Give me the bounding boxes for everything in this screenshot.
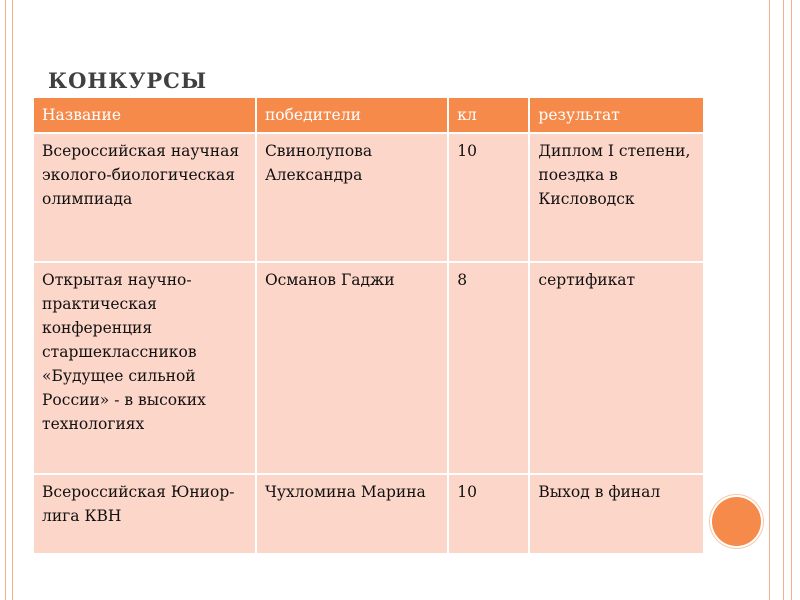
column-header-grade: кл — [448, 98, 529, 133]
cell-winners: Чухломина Марина — [256, 474, 448, 554]
table-row — [34, 262, 704, 474]
table-row — [34, 133, 704, 262]
contests-table — [34, 98, 705, 555]
frame-line-right-c — [791, 0, 792, 600]
table-row — [34, 474, 704, 554]
cell-result: Диплом I степени, поездка в Кисловодск — [529, 133, 704, 262]
cell-contest-name: Открытая научно-практическая конференция старшеклассников «Будущее сильной России» - в высоких технологиях — [34, 262, 256, 474]
slide-title: КОНКУРСЫ — [48, 68, 208, 93]
frame-line-right-b — [783, 0, 784, 600]
cell-winners: Османов Гаджи — [256, 262, 448, 474]
cell-winners: Свинолупова Александра — [256, 133, 448, 262]
cell-contest-name: Всероссийская научная эколого-биологическая олимпиада — [34, 133, 256, 262]
cell-grade: 10 — [448, 133, 529, 262]
column-header-winners: победители — [256, 98, 448, 133]
frame-line-left-outer — [5, 0, 6, 600]
cell-grade: 8 — [448, 262, 529, 474]
column-header-result: результат — [529, 98, 704, 133]
table-header-row — [34, 98, 704, 133]
cell-result: сертификат — [529, 262, 704, 474]
cell-grade: 10 — [448, 474, 529, 554]
frame-line-left-inner — [12, 0, 13, 600]
decorative-circle — [712, 497, 761, 546]
cell-contest-name: Всероссийская Юниор-лига КВН — [34, 474, 256, 554]
column-header-name: Название — [34, 98, 256, 133]
cell-result: Выход в финал — [529, 474, 704, 554]
frame-line-right-a — [769, 0, 770, 600]
